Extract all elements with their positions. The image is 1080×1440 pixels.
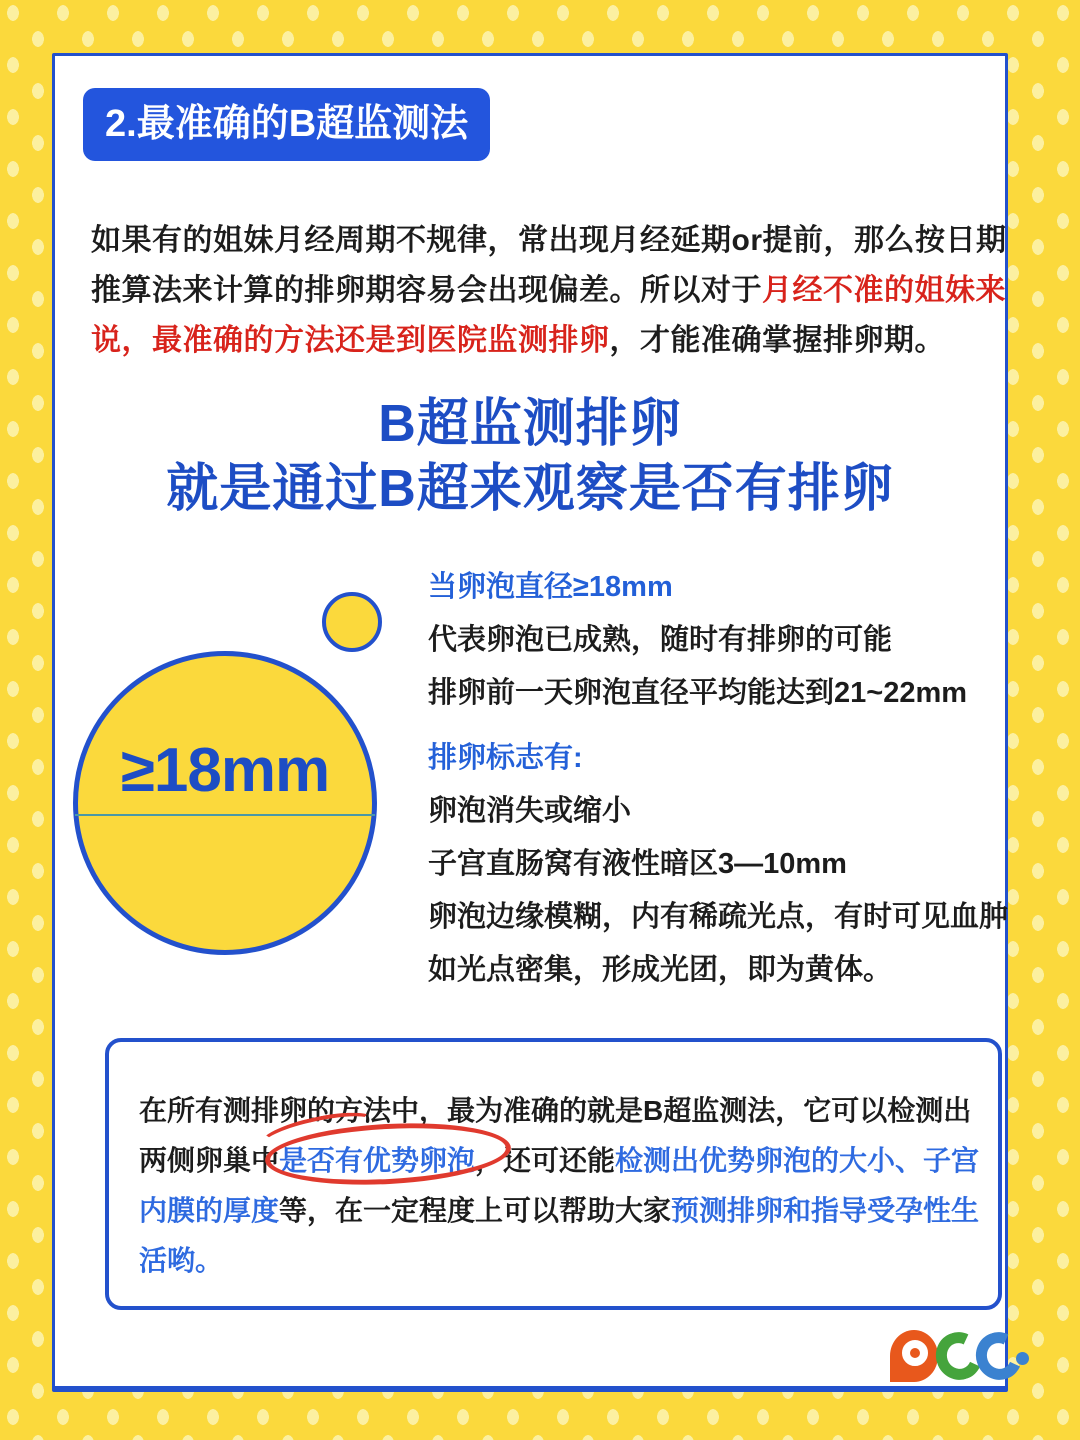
- section-follicle-diameter: [428, 561, 967, 720]
- logo-dot-icon: [1016, 1352, 1029, 1365]
- text-segment: 内膜的厚度: [139, 1195, 280, 1226]
- text-line: [91, 266, 1007, 316]
- small-follicle-circle: [322, 592, 382, 652]
- summary-note-text: [139, 1086, 979, 1286]
- pcc-logo: [890, 1328, 1020, 1388]
- text-line: 如光点密集，形成光团，即为黄体。: [428, 954, 893, 986]
- text-line: 卵泡边缘模糊，内有稀疏光点，有时可见血肿: [428, 901, 1009, 933]
- text-segment: 说，最准确的方法还是到医院监测排卵: [91, 324, 610, 357]
- logo-letter-p-icon: [890, 1330, 938, 1382]
- text-segment: 活哟。: [139, 1245, 224, 1276]
- text-segment: 等，在一定程度上可以帮助大家: [279, 1195, 672, 1226]
- section-lines: [428, 785, 1008, 997]
- text-segment: 推算法来计算的排卵期容易会出现偏差。所以对于: [91, 274, 762, 307]
- text-line: 排卵前一天卵泡直径平均能达到21~22mm: [428, 677, 968, 709]
- intro-paragraph: [91, 216, 1007, 366]
- text-segment: ，才能准确掌握排卵期。: [609, 324, 945, 357]
- text-line: [139, 1136, 979, 1186]
- text-line: [139, 1236, 979, 1286]
- logo-p-ring-icon: [902, 1340, 928, 1366]
- section-heading: 排卵标志有:: [428, 742, 583, 774]
- text-segment: 月经不准的姐妹来: [762, 274, 1006, 307]
- summary-note-box: [105, 1038, 1002, 1310]
- section-lines: [428, 614, 967, 720]
- text-line: 卵泡消失或缩小: [428, 795, 632, 827]
- text-line: [91, 316, 1007, 366]
- text-segment: 两侧卵巢中: [139, 1145, 280, 1176]
- main-title-line2: 就是通过B超来观察是否有排卵: [166, 460, 894, 518]
- text-line: [91, 216, 1007, 266]
- main-title-line1: B超监测排卵: [378, 395, 682, 453]
- text-line: [139, 1086, 979, 1136]
- text-line: 子宫直肠窝有液性暗区3—10mm: [428, 848, 847, 880]
- diameter-line: [75, 814, 375, 816]
- follicle-size-label: ≥18mm: [120, 736, 330, 805]
- section-heading: 当卵泡直径≥18mm: [428, 571, 673, 603]
- text-line: 代表卵泡已成熟，随时有排卵的可能: [428, 624, 893, 656]
- main-title: [55, 392, 1005, 522]
- text-segment: ，还可还能: [475, 1145, 616, 1176]
- text-segment: 如果有的姐妹月经周期不规律，常出现月经延期or提前，那么按日期: [91, 224, 1007, 257]
- section-ovulation-signs: [428, 732, 1008, 997]
- text-segment: 预测排卵和指导受孕性生: [671, 1195, 980, 1226]
- text-line: [139, 1186, 979, 1236]
- text-segment: 在所有测排卵的方法中，最为准确的就是B超监测法，它可以检测出: [139, 1095, 972, 1126]
- content-card: [52, 53, 1008, 1392]
- section-badge: 2.最准确的B超监测法: [83, 88, 490, 161]
- red-circled-text: 是否有优势卵泡: [279, 1136, 475, 1186]
- text-segment: 检测出优势卵泡的大小、子宫: [615, 1145, 980, 1176]
